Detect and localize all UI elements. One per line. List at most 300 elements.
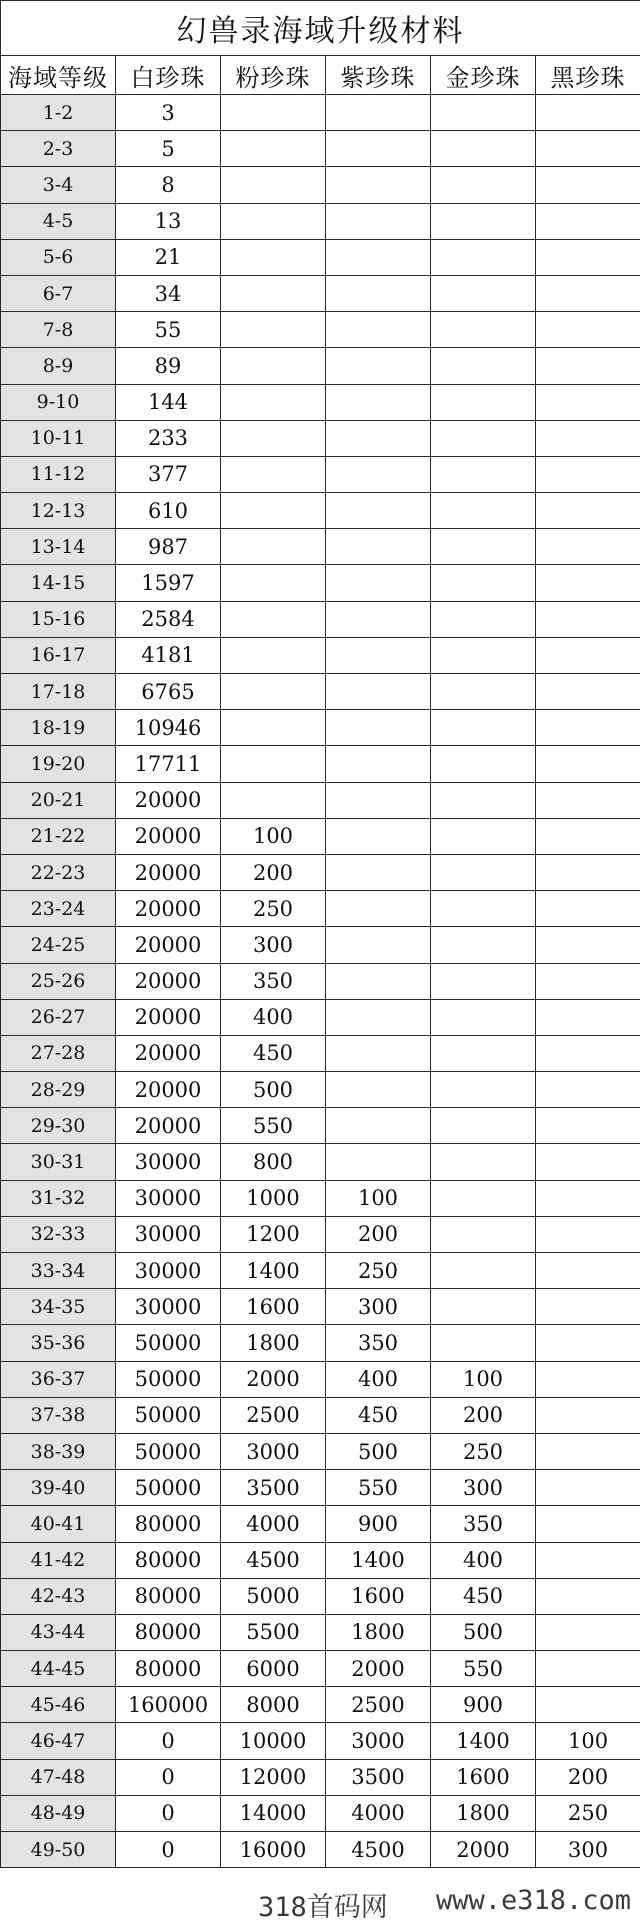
cell-black-pearl bbox=[536, 1253, 640, 1289]
cell-gold-pearl bbox=[431, 1289, 536, 1325]
table-row bbox=[1, 1180, 640, 1216]
table-row bbox=[1, 1035, 640, 1071]
cell-level: 16-17 bbox=[1, 637, 116, 673]
cell-black-pearl bbox=[536, 1397, 640, 1433]
cell-white-pearl: 3 bbox=[116, 95, 221, 131]
cell-white-pearl: 80000 bbox=[116, 1578, 221, 1614]
cell-purple-pearl: 100 bbox=[326, 1180, 431, 1216]
header-level: 海域等级 bbox=[1, 56, 116, 95]
table-row bbox=[1, 1144, 640, 1180]
cell-white-pearl: 80000 bbox=[116, 1651, 221, 1687]
header-purple-pearl: 紫珍珠 bbox=[326, 56, 431, 95]
cell-level: 33-34 bbox=[1, 1253, 116, 1289]
table-row bbox=[1, 1759, 640, 1795]
cell-pink-pearl: 5500 bbox=[221, 1614, 326, 1650]
cell-black-pearl bbox=[536, 456, 640, 492]
cell-gold-pearl bbox=[431, 529, 536, 565]
cell-gold-pearl bbox=[431, 203, 536, 239]
cell-pink-pearl bbox=[221, 348, 326, 384]
cell-gold-pearl bbox=[431, 456, 536, 492]
cell-black-pearl: 100 bbox=[536, 1723, 640, 1759]
cell-black-pearl bbox=[536, 1289, 640, 1325]
cell-level: 46-47 bbox=[1, 1723, 116, 1759]
cell-pink-pearl bbox=[221, 239, 326, 275]
cell-purple-pearl bbox=[326, 95, 431, 131]
cell-white-pearl: 13 bbox=[116, 203, 221, 239]
cell-pink-pearl: 250 bbox=[221, 891, 326, 927]
cell-purple-pearl bbox=[326, 818, 431, 854]
cell-pink-pearl: 8000 bbox=[221, 1687, 326, 1723]
cell-purple-pearl: 1800 bbox=[326, 1614, 431, 1650]
cell-black-pearl bbox=[536, 1687, 640, 1723]
cell-gold-pearl bbox=[431, 1180, 536, 1216]
cell-gold-pearl: 250 bbox=[431, 1433, 536, 1469]
cell-pink-pearl bbox=[221, 384, 326, 420]
cell-gold-pearl bbox=[431, 927, 536, 963]
cell-black-pearl bbox=[536, 1072, 640, 1108]
cell-purple-pearl bbox=[326, 312, 431, 348]
header-black-pearl: 黑珍珠 bbox=[536, 56, 640, 95]
table-row bbox=[1, 1361, 640, 1397]
cell-white-pearl: 160000 bbox=[116, 1687, 221, 1723]
cell-level: 34-35 bbox=[1, 1289, 116, 1325]
cell-pink-pearl bbox=[221, 565, 326, 601]
cell-purple-pearl bbox=[326, 456, 431, 492]
cell-purple-pearl: 3500 bbox=[326, 1759, 431, 1795]
cell-gold-pearl bbox=[431, 1108, 536, 1144]
table-title: 幻兽录海域升级材料 bbox=[1, 1, 640, 56]
cell-white-pearl: 30000 bbox=[116, 1144, 221, 1180]
cell-black-pearl bbox=[536, 782, 640, 818]
cell-level: 11-12 bbox=[1, 456, 116, 492]
cell-level: 10-11 bbox=[1, 420, 116, 456]
table-row bbox=[1, 746, 640, 782]
cell-black-pearl bbox=[536, 746, 640, 782]
cell-purple-pearl bbox=[326, 493, 431, 529]
table-row bbox=[1, 312, 640, 348]
cell-purple-pearl bbox=[326, 674, 431, 710]
cell-white-pearl: 233 bbox=[116, 420, 221, 456]
cell-pink-pearl bbox=[221, 710, 326, 746]
cell-level: 49-50 bbox=[1, 1832, 116, 1868]
cell-gold-pearl: 400 bbox=[431, 1542, 536, 1578]
cell-pink-pearl bbox=[221, 275, 326, 311]
cell-purple-pearl bbox=[326, 348, 431, 384]
cell-level: 42-43 bbox=[1, 1578, 116, 1614]
cell-black-pearl bbox=[536, 312, 640, 348]
table-row bbox=[1, 1289, 640, 1325]
watermark-site-name: 318首码网 bbox=[258, 1885, 388, 1924]
cell-white-pearl: 21 bbox=[116, 239, 221, 275]
cell-black-pearl bbox=[536, 1361, 640, 1397]
cell-level: 39-40 bbox=[1, 1470, 116, 1506]
table-row bbox=[1, 1578, 640, 1614]
table-row bbox=[1, 927, 640, 963]
cell-level: 22-23 bbox=[1, 854, 116, 890]
cell-white-pearl: 30000 bbox=[116, 1289, 221, 1325]
cell-white-pearl: 377 bbox=[116, 456, 221, 492]
cell-black-pearl bbox=[536, 710, 640, 746]
cell-level: 32-33 bbox=[1, 1216, 116, 1252]
watermark-site-url: www.e318.com bbox=[436, 1885, 631, 1916]
cell-white-pearl: 1597 bbox=[116, 565, 221, 601]
cell-pink-pearl: 4500 bbox=[221, 1542, 326, 1578]
cell-white-pearl: 0 bbox=[116, 1723, 221, 1759]
cell-black-pearl bbox=[536, 420, 640, 456]
cell-pink-pearl: 500 bbox=[221, 1072, 326, 1108]
cell-gold-pearl bbox=[431, 710, 536, 746]
table-row bbox=[1, 1470, 640, 1506]
cell-purple-pearl: 4000 bbox=[326, 1795, 431, 1831]
cell-pink-pearl bbox=[221, 420, 326, 456]
cell-level: 29-30 bbox=[1, 1108, 116, 1144]
cell-black-pearl bbox=[536, 95, 640, 131]
cell-gold-pearl bbox=[431, 891, 536, 927]
cell-black-pearl bbox=[536, 167, 640, 203]
cell-white-pearl: 20000 bbox=[116, 963, 221, 999]
cell-gold-pearl: 900 bbox=[431, 1687, 536, 1723]
cell-gold-pearl bbox=[431, 746, 536, 782]
cell-white-pearl: 144 bbox=[116, 384, 221, 420]
header-row bbox=[1, 56, 640, 95]
cell-level: 2-3 bbox=[1, 131, 116, 167]
cell-level: 41-42 bbox=[1, 1542, 116, 1578]
cell-gold-pearl: 350 bbox=[431, 1506, 536, 1542]
cell-purple-pearl bbox=[326, 565, 431, 601]
cell-gold-pearl: 200 bbox=[431, 1397, 536, 1433]
cell-purple-pearl bbox=[326, 420, 431, 456]
cell-black-pearl bbox=[536, 493, 640, 529]
cell-black-pearl bbox=[536, 818, 640, 854]
table-row bbox=[1, 891, 640, 927]
cell-white-pearl: 610 bbox=[116, 493, 221, 529]
cell-pink-pearl bbox=[221, 674, 326, 710]
cell-level: 12-13 bbox=[1, 493, 116, 529]
table-row bbox=[1, 818, 640, 854]
table-row bbox=[1, 1253, 640, 1289]
cell-gold-pearl bbox=[431, 420, 536, 456]
cell-black-pearl bbox=[536, 1108, 640, 1144]
cell-black-pearl bbox=[536, 1542, 640, 1578]
cell-purple-pearl: 250 bbox=[326, 1253, 431, 1289]
cell-black-pearl bbox=[536, 927, 640, 963]
cell-gold-pearl bbox=[431, 601, 536, 637]
cell-level: 18-19 bbox=[1, 710, 116, 746]
cell-white-pearl: 30000 bbox=[116, 1253, 221, 1289]
cell-white-pearl: 80000 bbox=[116, 1614, 221, 1650]
cell-level: 5-6 bbox=[1, 239, 116, 275]
cell-gold-pearl: 1800 bbox=[431, 1795, 536, 1831]
cell-black-pearl bbox=[536, 348, 640, 384]
cell-pink-pearl: 3500 bbox=[221, 1470, 326, 1506]
cell-level: 20-21 bbox=[1, 782, 116, 818]
cell-black-pearl bbox=[536, 674, 640, 710]
table-row bbox=[1, 1687, 640, 1723]
cell-pink-pearl: 5000 bbox=[221, 1578, 326, 1614]
table-row bbox=[1, 1832, 640, 1868]
cell-black-pearl bbox=[536, 854, 640, 890]
cell-black-pearl bbox=[536, 1470, 640, 1506]
cell-pink-pearl bbox=[221, 637, 326, 673]
cell-gold-pearl bbox=[431, 1325, 536, 1361]
cell-pink-pearl: 6000 bbox=[221, 1651, 326, 1687]
cell-white-pearl: 5 bbox=[116, 131, 221, 167]
cell-gold-pearl bbox=[431, 384, 536, 420]
table-row bbox=[1, 782, 640, 818]
cell-level: 37-38 bbox=[1, 1397, 116, 1433]
cell-black-pearl: 250 bbox=[536, 1795, 640, 1831]
cell-pink-pearl: 1400 bbox=[221, 1253, 326, 1289]
table-row bbox=[1, 854, 640, 890]
cell-purple-pearl bbox=[326, 1144, 431, 1180]
table-row bbox=[1, 167, 640, 203]
cell-purple-pearl bbox=[326, 203, 431, 239]
table-row bbox=[1, 565, 640, 601]
cell-white-pearl: 80000 bbox=[116, 1506, 221, 1542]
cell-pink-pearl: 10000 bbox=[221, 1723, 326, 1759]
cell-pink-pearl: 550 bbox=[221, 1108, 326, 1144]
table-row bbox=[1, 601, 640, 637]
cell-gold-pearl: 450 bbox=[431, 1578, 536, 1614]
cell-pink-pearl: 12000 bbox=[221, 1759, 326, 1795]
cell-black-pearl: 200 bbox=[536, 1759, 640, 1795]
cell-level: 47-48 bbox=[1, 1759, 116, 1795]
cell-pink-pearl: 1200 bbox=[221, 1216, 326, 1252]
cell-gold-pearl: 300 bbox=[431, 1470, 536, 1506]
cell-pink-pearl: 1600 bbox=[221, 1289, 326, 1325]
cell-gold-pearl: 550 bbox=[431, 1651, 536, 1687]
cell-purple-pearl: 500 bbox=[326, 1433, 431, 1469]
cell-black-pearl bbox=[536, 565, 640, 601]
cell-purple-pearl: 900 bbox=[326, 1506, 431, 1542]
cell-pink-pearl: 1800 bbox=[221, 1325, 326, 1361]
cell-level: 36-37 bbox=[1, 1361, 116, 1397]
table-row bbox=[1, 203, 640, 239]
cell-level: 3-4 bbox=[1, 167, 116, 203]
cell-gold-pearl bbox=[431, 818, 536, 854]
cell-pink-pearl: 200 bbox=[221, 854, 326, 890]
table-row bbox=[1, 275, 640, 311]
cell-level: 25-26 bbox=[1, 963, 116, 999]
cell-pink-pearl bbox=[221, 312, 326, 348]
cell-gold-pearl bbox=[431, 131, 536, 167]
cell-level: 4-5 bbox=[1, 203, 116, 239]
table-row bbox=[1, 493, 640, 529]
cell-level: 31-32 bbox=[1, 1180, 116, 1216]
cell-purple-pearl: 200 bbox=[326, 1216, 431, 1252]
cell-white-pearl: 20000 bbox=[116, 1072, 221, 1108]
cell-white-pearl: 8 bbox=[116, 167, 221, 203]
cell-level: 27-28 bbox=[1, 1035, 116, 1071]
cell-pink-pearl bbox=[221, 493, 326, 529]
cell-black-pearl bbox=[536, 1506, 640, 1542]
cell-pink-pearl: 100 bbox=[221, 818, 326, 854]
cell-pink-pearl bbox=[221, 456, 326, 492]
cell-pink-pearl: 800 bbox=[221, 1144, 326, 1180]
cell-white-pearl: 20000 bbox=[116, 891, 221, 927]
cell-gold-pearl bbox=[431, 312, 536, 348]
cell-white-pearl: 17711 bbox=[116, 746, 221, 782]
cell-pink-pearl: 1000 bbox=[221, 1180, 326, 1216]
cell-purple-pearl bbox=[326, 1072, 431, 1108]
cell-pink-pearl: 350 bbox=[221, 963, 326, 999]
cell-black-pearl bbox=[536, 1433, 640, 1469]
cell-black-pearl bbox=[536, 637, 640, 673]
table-row bbox=[1, 420, 640, 456]
cell-level: 28-29 bbox=[1, 1072, 116, 1108]
cell-white-pearl: 20000 bbox=[116, 999, 221, 1035]
cell-gold-pearl bbox=[431, 167, 536, 203]
cell-gold-pearl bbox=[431, 782, 536, 818]
cell-gold-pearl bbox=[431, 637, 536, 673]
cell-purple-pearl bbox=[326, 854, 431, 890]
header-pink-pearl: 粉珍珠 bbox=[221, 56, 326, 95]
cell-level: 1-2 bbox=[1, 95, 116, 131]
cell-pink-pearl bbox=[221, 131, 326, 167]
cell-level: 45-46 bbox=[1, 1687, 116, 1723]
table-row bbox=[1, 1216, 640, 1252]
cell-black-pearl bbox=[536, 601, 640, 637]
cell-gold-pearl bbox=[431, 565, 536, 601]
cell-black-pearl bbox=[536, 1614, 640, 1650]
table-row bbox=[1, 1325, 640, 1361]
cell-white-pearl: 20000 bbox=[116, 927, 221, 963]
cell-purple-pearl: 450 bbox=[326, 1397, 431, 1433]
cell-level: 26-27 bbox=[1, 999, 116, 1035]
cell-black-pearl bbox=[536, 275, 640, 311]
cell-white-pearl: 55 bbox=[116, 312, 221, 348]
cell-level: 13-14 bbox=[1, 529, 116, 565]
cell-black-pearl bbox=[536, 1325, 640, 1361]
cell-white-pearl: 20000 bbox=[116, 854, 221, 890]
cell-level: 15-16 bbox=[1, 601, 116, 637]
cell-gold-pearl bbox=[431, 999, 536, 1035]
cell-purple-pearl bbox=[326, 1108, 431, 1144]
cell-purple-pearl bbox=[326, 637, 431, 673]
table-row bbox=[1, 1397, 640, 1433]
table-row bbox=[1, 637, 640, 673]
cell-gold-pearl bbox=[431, 674, 536, 710]
cell-white-pearl: 20000 bbox=[116, 782, 221, 818]
cell-pink-pearl bbox=[221, 782, 326, 818]
table-row bbox=[1, 963, 640, 999]
cell-white-pearl: 50000 bbox=[116, 1325, 221, 1361]
cell-black-pearl bbox=[536, 1144, 640, 1180]
cell-purple-pearl: 550 bbox=[326, 1470, 431, 1506]
cell-level: 23-24 bbox=[1, 891, 116, 927]
cell-gold-pearl bbox=[431, 348, 536, 384]
cell-level: 35-36 bbox=[1, 1325, 116, 1361]
cell-purple-pearl bbox=[326, 927, 431, 963]
cell-pink-pearl bbox=[221, 601, 326, 637]
cell-white-pearl: 6765 bbox=[116, 674, 221, 710]
cell-purple-pearl bbox=[326, 999, 431, 1035]
cell-black-pearl bbox=[536, 529, 640, 565]
cell-white-pearl: 4181 bbox=[116, 637, 221, 673]
cell-purple-pearl bbox=[326, 710, 431, 746]
cell-white-pearl: 0 bbox=[116, 1759, 221, 1795]
cell-pink-pearl bbox=[221, 203, 326, 239]
cell-pink-pearl: 400 bbox=[221, 999, 326, 1035]
cell-level: 14-15 bbox=[1, 565, 116, 601]
cell-gold-pearl bbox=[431, 1035, 536, 1071]
cell-black-pearl bbox=[536, 891, 640, 927]
cell-level: 38-39 bbox=[1, 1433, 116, 1469]
cell-gold-pearl bbox=[431, 1144, 536, 1180]
cell-white-pearl: 50000 bbox=[116, 1397, 221, 1433]
cell-white-pearl: 20000 bbox=[116, 1035, 221, 1071]
cell-white-pearl: 20000 bbox=[116, 1108, 221, 1144]
table-row bbox=[1, 1795, 640, 1831]
cell-purple-pearl: 400 bbox=[326, 1361, 431, 1397]
cell-pink-pearl bbox=[221, 95, 326, 131]
cell-purple-pearl: 2000 bbox=[326, 1651, 431, 1687]
cell-gold-pearl bbox=[431, 1072, 536, 1108]
cell-white-pearl: 987 bbox=[116, 529, 221, 565]
cell-purple-pearl bbox=[326, 782, 431, 818]
cell-white-pearl: 80000 bbox=[116, 1542, 221, 1578]
cell-purple-pearl: 1400 bbox=[326, 1542, 431, 1578]
cell-pink-pearl: 2500 bbox=[221, 1397, 326, 1433]
table-row bbox=[1, 1723, 640, 1759]
cell-purple-pearl: 350 bbox=[326, 1325, 431, 1361]
cell-level: 24-25 bbox=[1, 927, 116, 963]
header-white-pearl: 白珍珠 bbox=[116, 56, 221, 95]
table-row bbox=[1, 348, 640, 384]
cell-purple-pearl: 300 bbox=[326, 1289, 431, 1325]
cell-white-pearl: 30000 bbox=[116, 1180, 221, 1216]
cell-purple-pearl bbox=[326, 239, 431, 275]
cell-purple-pearl bbox=[326, 746, 431, 782]
table-row bbox=[1, 1542, 640, 1578]
cell-white-pearl: 50000 bbox=[116, 1433, 221, 1469]
cell-white-pearl: 50000 bbox=[116, 1361, 221, 1397]
cell-black-pearl bbox=[536, 203, 640, 239]
cell-white-pearl: 10946 bbox=[116, 710, 221, 746]
cell-black-pearl bbox=[536, 384, 640, 420]
cell-level: 30-31 bbox=[1, 1144, 116, 1180]
cell-gold-pearl bbox=[431, 275, 536, 311]
table-row bbox=[1, 1614, 640, 1650]
cell-purple-pearl: 4500 bbox=[326, 1832, 431, 1868]
cell-white-pearl: 89 bbox=[116, 348, 221, 384]
cell-purple-pearl bbox=[326, 529, 431, 565]
cell-purple-pearl: 3000 bbox=[326, 1723, 431, 1759]
cell-black-pearl bbox=[536, 131, 640, 167]
cell-level: 40-41 bbox=[1, 1506, 116, 1542]
cell-pink-pearl: 4000 bbox=[221, 1506, 326, 1542]
cell-purple-pearl bbox=[326, 384, 431, 420]
cell-gold-pearl bbox=[431, 963, 536, 999]
cell-gold-pearl bbox=[431, 854, 536, 890]
table-row bbox=[1, 1433, 640, 1469]
cell-purple-pearl bbox=[326, 601, 431, 637]
table-row bbox=[1, 384, 640, 420]
table-row bbox=[1, 1108, 640, 1144]
cell-pink-pearl bbox=[221, 746, 326, 782]
cell-black-pearl bbox=[536, 963, 640, 999]
cell-pink-pearl bbox=[221, 529, 326, 565]
cell-black-pearl bbox=[536, 1180, 640, 1216]
cell-gold-pearl bbox=[431, 239, 536, 275]
cell-pink-pearl: 3000 bbox=[221, 1433, 326, 1469]
cell-purple-pearl bbox=[326, 275, 431, 311]
cell-pink-pearl: 2000 bbox=[221, 1361, 326, 1397]
cell-white-pearl: 0 bbox=[116, 1795, 221, 1831]
cell-black-pearl bbox=[536, 1651, 640, 1687]
cell-gold-pearl: 2000 bbox=[431, 1832, 536, 1868]
cell-black-pearl bbox=[536, 1216, 640, 1252]
